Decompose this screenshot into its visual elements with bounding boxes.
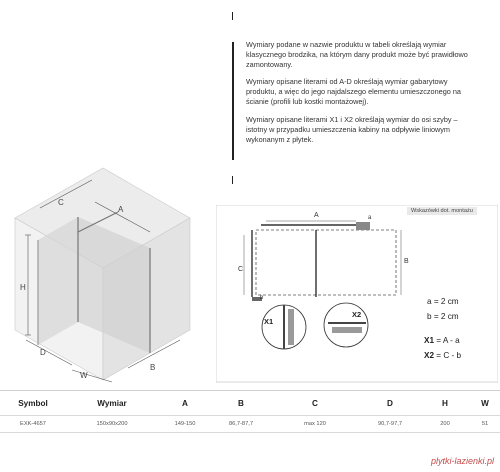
formula-b: b = 2 cm	[427, 312, 459, 321]
detail-x2-label: X2	[352, 310, 362, 319]
shower-cabin-iso-drawing	[0, 160, 215, 385]
scheme-badge: Wskazówki dot. montażu	[407, 207, 477, 215]
detail-x1-profile	[288, 309, 294, 345]
spec-header: D	[387, 398, 393, 408]
note-tick-top	[232, 12, 233, 20]
scheme-label-c: C	[238, 266, 244, 273]
spec-table	[0, 390, 500, 433]
spec-cell: 149-150	[174, 421, 196, 427]
spec-header: H	[442, 398, 448, 408]
spec-cell: 150x90x200	[96, 421, 128, 427]
label-a: A	[118, 205, 124, 214]
scheme-label-b-small: b	[260, 295, 264, 301]
formula-x1	[424, 336, 460, 345]
note-paragraph: Wymiary opisane literami od A-D określają wymiar gabarytowy produktu, a więc do jego najdalszego elementu umieszczonego na ścianie (profili lub kostki montażowej).	[246, 77, 461, 107]
spec-cell: 86,7-87,7	[228, 421, 254, 427]
spec-data-row	[0, 416, 500, 433]
spec-cell: max 120	[304, 421, 326, 427]
label-b: B	[150, 363, 156, 372]
spec-header: B	[238, 398, 244, 408]
spec-header: Wymiar	[97, 398, 127, 408]
formula-a: a = 2 cm	[427, 297, 459, 306]
label-w: W	[80, 371, 88, 380]
label-d: D	[40, 348, 46, 357]
dimensions-note	[232, 12, 472, 184]
spec-cell: 51	[481, 421, 489, 427]
formula-x2	[424, 351, 461, 360]
spec-cell: 90,7-97,7	[377, 421, 403, 427]
detail-circle-x2	[324, 303, 368, 347]
note-bar	[232, 42, 234, 160]
formula-x1-value: = A - a	[434, 336, 460, 345]
note-paragraph: Wymiary podane w nazwie produktu w tabeli określają wymiar klasycznego brodzika, na którym dany produkt może być prawidłowo zamontowany.	[246, 40, 468, 70]
note-tick-bottom	[232, 176, 233, 184]
label-c: C	[58, 198, 64, 207]
formula-x1-symbol: X1	[424, 336, 435, 345]
spec-header: C	[312, 398, 318, 408]
spec-cell: 200	[440, 421, 450, 427]
spec-header: W	[481, 398, 489, 408]
scheme-label-a-small: a	[368, 215, 372, 221]
spec-header-row	[0, 391, 500, 416]
scheme-label-a: A	[314, 212, 319, 219]
label-h: H	[20, 283, 26, 292]
wall-bracket	[356, 222, 370, 230]
formula-x2-symbol: X2	[424, 351, 435, 360]
detail-x2-profile	[332, 327, 362, 333]
spec-header: Symbol	[18, 398, 48, 408]
scheme-label-b: B	[404, 258, 409, 265]
note-text	[246, 40, 468, 152]
detail-x1-label: X1	[264, 317, 274, 326]
note-paragraph: Wymiary opisane literami X1 i X2 określają wymiar do osi szyby – istotny w przypadku umieszczenia kabiny na odpływie liniowym wykonanym z płytek.	[246, 114, 458, 144]
watermark: plytki-lazienki.pl	[430, 456, 494, 466]
spec-cell: EXK-4657	[20, 421, 46, 427]
spec-header: A	[182, 398, 188, 408]
formula-x2-value: = C - b	[434, 351, 462, 360]
